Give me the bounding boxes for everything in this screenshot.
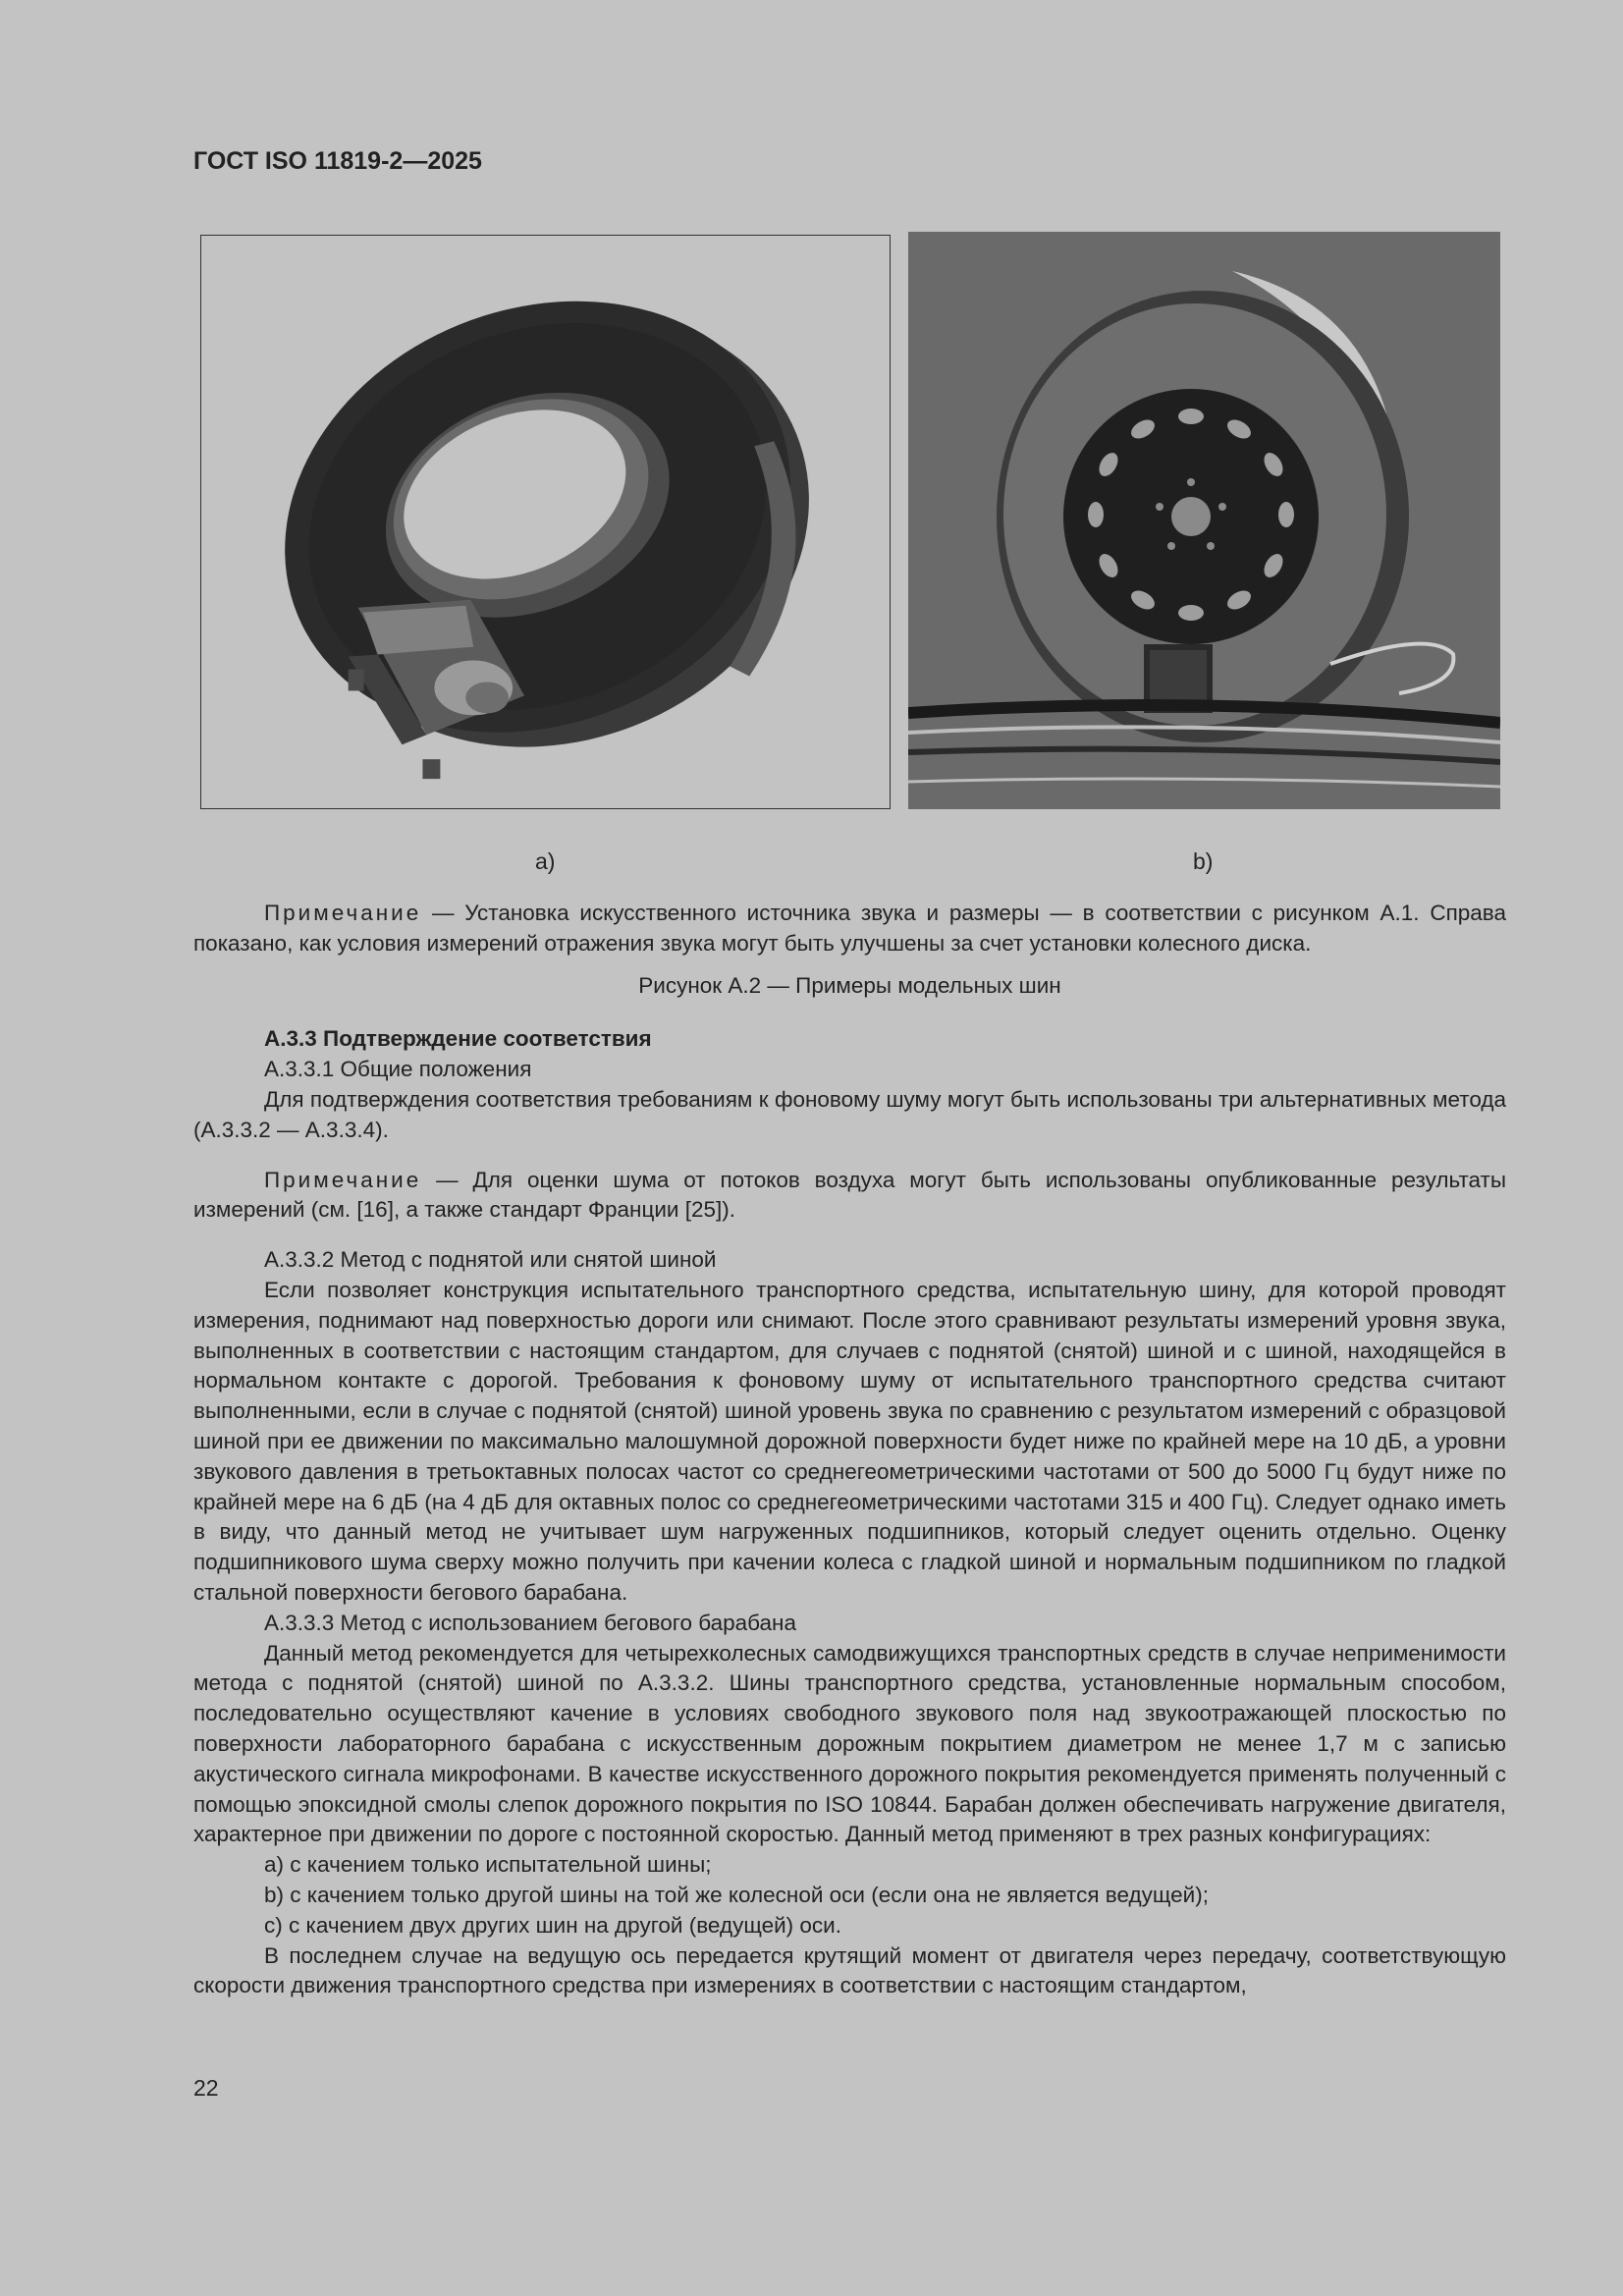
document-header: ГОСТ ISO 11819-2—2025 [193, 147, 482, 175]
note-2-label: Примечание [264, 1167, 422, 1192]
paragraph-general: Для подтверждения соответствия требованиям к фоновому шуму могут быть использованы три альтернативных метода (А.3.3.2 — А.3.3.4). [193, 1086, 1506, 1142]
paragraph-last: В последнем случае на ведущую ось передается крутящий момент от двигателя через передачу, соответствующую скорости движения транспортного средства при измерениях в соответствии с настоящим стандартом, [193, 1942, 1506, 1998]
list-item: с) с качением двух других шин на другой (ведущей) оси. [264, 1912, 841, 1938]
note-text: — Установка искусственного источника звука и размеры — в соответствии с рисунком А.1. Справа показано, как условия измерений отражения звука могут быть улучшены за счет установки колесного диска. [193, 901, 1506, 956]
list-item: b) с качением только другой шины на той же колесной оси (если она не является ведущей); [264, 1882, 1209, 1907]
document-body [193, 899, 1506, 2001]
subsection-heading-2: А.3.3.2 Метод с поднятой или снятой шиной [264, 1247, 717, 1273]
paragraph-drum-method: Данный метод рекомендуется для четырехколесных самодвижущихся транспортных средств в случае неприменимости метода с поднятой (снятой) шиной по А.3.3.2. Шины транспортного средства, установленные нормальным способом, последовательно осуществляют качение в условиях свободного звукового поля над звукоотражающей плоскостью по поверхности лабораторного барабана с искусственным дорожным покрытием диаметром не менее 1,7 м с записью акустического сигнала микрофонами. В качестве искусственного дорожного покрытия рекомендуется применять полученный с помощью эпоксидной смолы слепок дорожного покрытия по ISO 10844. Барабан должен обеспечивать нагружение двигателя, характерное при движении по дороге с постоянной скоростью. Данный метод применяют в трех разных конфигурациях: [193, 1640, 1506, 1847]
subsection-heading-3: А.3.3.3 Метод с использованием бегового барабана [264, 1610, 796, 1635]
paragraph-lifted-tire: Если позволяет конструкция испытательного транспортного средства, испытательную шину, для которой проводят измерения, поднимают над поверхностью дороги или снимают. После этого сравнивают результаты измерений уровня звука, выполненных в соответствии с настоящим стандартом, для случаев с поднятой (снятой) шиной и с шиной, находящейся в нормальном контакте с дорогой. Требования к фоновому шуму от испытательного транспортного средства считают выполненными, если в случае с поднятой (снятой) шиной уровень звука по сравнению с результатом измерений с образцовой шиной при ее движении по максимально малошумной дорожной поверхности будет ниже по крайней мере на 10 дБ, а уровни звукового давления в третьоктавных полосах частот со среднегеометрическими частотами от 500 до 5000 Гц будут ниже по крайней мере на 6 дБ (на 4 дБ для октавных полос со среднегеометрическими частотами 315 и 400 Гц). Следует однако иметь в виду, что данный метод не учитывает шум нагруженных подшипников, который следует оценить отдельно. Оценку подшипникового шума сверху можно получить при качении колеса с гладкой шиной и нормальным подшипником по гладкой стальной поверхности бегового барабана. [193, 1277, 1506, 1605]
note-2 [193, 1166, 1506, 1227]
subsection-heading-1: А.3.3.1 Общие положения [264, 1057, 532, 1082]
figure-b-label: b) [1193, 848, 1214, 874]
figure-caption: Рисунок А.2 — Примеры модельных шин [638, 972, 1061, 998]
section-heading: А.3.3 Подтверждение соответствия [264, 1026, 652, 1052]
figure-note [193, 899, 1506, 959]
figure-a-label: a) [535, 848, 556, 874]
figure-a-model-tire-image [200, 235, 891, 809]
page-number: 22 [193, 2075, 219, 2101]
note-label: Примечание [264, 901, 422, 925]
note-2-text: — Для оценки шума от потоков воздуха могут быть использованы опубликованные результаты измерений (см. [16], а также стандарт Франции [25]). [193, 1167, 1506, 1223]
figure-b-wheel-photo [908, 232, 1500, 809]
list-item: а) с качением только испытательной шины; [264, 1852, 712, 1878]
